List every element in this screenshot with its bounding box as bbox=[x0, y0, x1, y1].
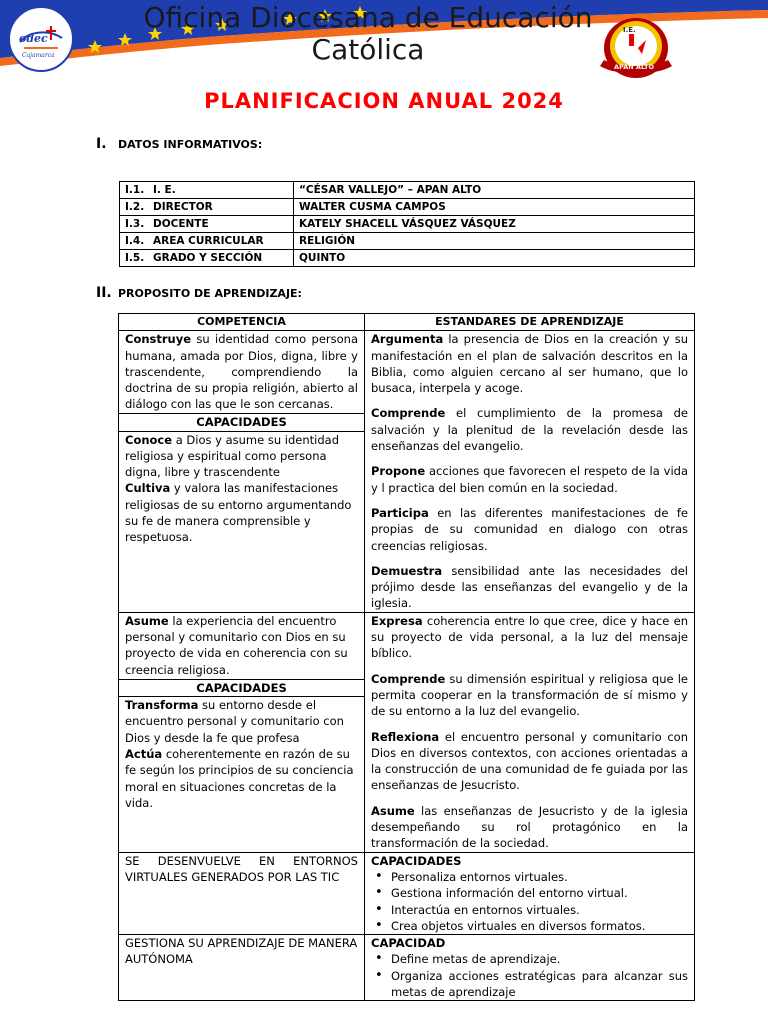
section-1-heading bbox=[96, 136, 262, 152]
info-label: GRADO Y SECCIÓN bbox=[153, 252, 263, 264]
info-value: “CÉSAR VALLEJO” – APAN ALTO bbox=[294, 182, 695, 199]
info-code: I.3. bbox=[125, 218, 145, 230]
list-item: • Crea objetos virtuales en diversos formatos. bbox=[391, 918, 688, 934]
standard-verb: Comprende bbox=[371, 406, 446, 421]
info-label-cell bbox=[120, 182, 294, 199]
list-item: • Define metas de aprendizaje. bbox=[391, 951, 688, 967]
section-2-title: PROPOSITO DE APRENDIZAJE: bbox=[118, 287, 302, 300]
competence-row bbox=[119, 852, 695, 934]
competence-verb: Asume bbox=[125, 613, 169, 628]
capacity-list bbox=[371, 951, 688, 1000]
competence-cell: GESTIONA SU APRENDIZAJE DE MANERA AUTÓNOMA bbox=[119, 935, 365, 1001]
standard-item bbox=[371, 563, 688, 612]
standard-verb: Demuestra bbox=[371, 563, 443, 578]
competence-cell bbox=[119, 612, 365, 852]
info-value: RELIGIÓN bbox=[294, 233, 695, 250]
capacities-cell bbox=[365, 935, 695, 1001]
purpose-table bbox=[118, 313, 695, 1001]
competence-text bbox=[125, 331, 358, 413]
competence-description: la experiencia del encuentro personal y comunitario con Dios en su proyecto de vida en coherencia con su creencia religiosa. bbox=[125, 613, 348, 677]
header-banner bbox=[0, 0, 768, 90]
info-table bbox=[119, 181, 695, 267]
competence-column-header: COMPETENCIA bbox=[119, 314, 365, 331]
section-1-number: I. bbox=[96, 136, 107, 152]
info-label-cell bbox=[120, 199, 294, 216]
info-label: AREA CURRICULAR bbox=[153, 235, 264, 247]
standard-verb: Argumenta bbox=[371, 332, 444, 347]
capacities-header: CAPACIDADES bbox=[119, 679, 364, 697]
school-crest-label: APAN ALTO bbox=[614, 63, 654, 71]
info-value: QUINTO bbox=[294, 250, 695, 267]
capacities-header: CAPACIDADES bbox=[371, 853, 462, 868]
section-2-heading bbox=[96, 285, 302, 301]
standard-verb: Reflexiona bbox=[371, 729, 440, 744]
standard-description: la presencia de Dios en la creación y su manifestación en el plan de salvación descritos en la Biblia, como alguien cercano al ser humano, que lo busaca, interpela y acoge. bbox=[371, 332, 688, 396]
capacity-description: y valora las manifestaciones religiosas de su entorno argumentando su fe de manera comprensible y respetuosa. bbox=[125, 481, 352, 545]
document-title: PLANIFICACION ANUAL 2024 bbox=[204, 89, 564, 113]
info-code: I.5. bbox=[125, 252, 145, 264]
capacities-text bbox=[125, 697, 358, 811]
competence-cell: SE DESENVUELVE EN ENTORNOS VIRTUALES GENERADOS POR LAS TIC bbox=[119, 852, 365, 934]
info-label: DIRECTOR bbox=[153, 201, 213, 213]
competence-verb: Construye bbox=[125, 332, 192, 347]
capacities-header: CAPACIDAD bbox=[371, 936, 446, 951]
info-row bbox=[120, 199, 695, 216]
capacity-verb: Conoce bbox=[125, 432, 173, 447]
standard-description: el encuentro personal y comunitario con Dios en diversos contextos, con acciones orientadas a la construcción de una comunidad de fe guiada por las enseñanzas de Jesucristo. bbox=[371, 729, 688, 793]
section-1-title: DATOS INFORMATIVOS: bbox=[118, 138, 263, 151]
capacity-verb: Actúa bbox=[125, 746, 163, 761]
odec-logo-subtext: Cajamarca bbox=[22, 52, 55, 59]
standard-description: coherencia entre lo que cree, dice y hace en su proyecto de vida personal, a la luz del mensaje bíblico. bbox=[371, 613, 688, 661]
capacities-text bbox=[125, 432, 358, 546]
info-value: WALTER CUSMA CAMPOS bbox=[294, 199, 695, 216]
standard-verb: Comprende bbox=[371, 671, 446, 686]
info-row bbox=[120, 182, 695, 199]
standard-item bbox=[371, 463, 688, 496]
list-item: • Organiza acciones estratégicas para alcanzar sus metas de aprendizaje bbox=[391, 968, 688, 1001]
standard-description: acciones que favorecen el respeto de la vida y l practica del bien común en la sociedad. bbox=[371, 464, 688, 495]
standard-description: el cumplimiento de la promesa de salvación y la plenitud de la revelación desde las enseñanzas del evangelio. bbox=[371, 406, 688, 454]
info-label: I. E. bbox=[153, 184, 176, 196]
capacities-cell bbox=[365, 852, 695, 934]
info-value: KATELY SHACELL VÁSQUEZ VÁSQUEZ bbox=[294, 216, 695, 233]
standard-item bbox=[371, 613, 688, 662]
info-row bbox=[120, 216, 695, 233]
info-row bbox=[120, 233, 695, 250]
standards-column-header: ESTANDARES DE APRENDIZAJE bbox=[365, 314, 695, 331]
competence-row bbox=[119, 612, 695, 852]
standard-verb: Propone bbox=[371, 464, 426, 479]
list-item: • Interactúa en entornos virtuales. bbox=[391, 902, 688, 918]
info-code: I.1. bbox=[125, 184, 145, 196]
standard-item bbox=[371, 803, 688, 852]
standard-description: sensibilidad ante las necesidades del prójimo desde las enseñanzas del evangelio y de la iglesia. bbox=[371, 563, 688, 611]
standard-item bbox=[371, 729, 688, 794]
purpose-table-header bbox=[119, 314, 695, 331]
info-row bbox=[120, 250, 695, 267]
competence-cell bbox=[119, 331, 365, 612]
capacity-verb: Cultiva bbox=[125, 481, 171, 496]
capacity-description: coherentemente en razón de su fe según los principios de su conciencia moral en situaciones concretas de la vida. bbox=[125, 746, 354, 810]
standard-item bbox=[371, 671, 688, 720]
school-crest-initials: I.E. bbox=[623, 26, 636, 34]
info-code: I.4. bbox=[125, 235, 145, 247]
capacity-list bbox=[371, 869, 688, 934]
capacity-verb: Transforma bbox=[125, 698, 199, 713]
info-label-cell bbox=[120, 233, 294, 250]
info-label-cell bbox=[120, 216, 294, 233]
odec-logo bbox=[8, 6, 74, 72]
standard-item bbox=[371, 505, 688, 554]
standard-verb: Participa bbox=[371, 505, 429, 520]
list-item: • Gestiona información del entorno virtual. bbox=[391, 885, 688, 901]
competence-row bbox=[119, 331, 695, 612]
standard-verb: Asume bbox=[371, 803, 415, 818]
list-item: • Personaliza entornos virtuales. bbox=[391, 869, 688, 885]
competence-description: su identidad como persona humana, amada por Dios, digna, libre y trascendente, comprendiendo la doctrina de su propia religión, abierto al diálogo con las que le son cercanas. bbox=[125, 332, 358, 412]
capacity-description: su entorno desde el encuentro personal y comunitario con Dios y desde la fe que profesa bbox=[125, 698, 344, 745]
standard-item bbox=[371, 331, 688, 396]
info-label-cell bbox=[120, 250, 294, 267]
info-label: DOCENTE bbox=[153, 218, 209, 230]
odec-logo-text: odec bbox=[19, 32, 48, 45]
standard-description: las enseñanzas de Jesucristo y de la iglesia desempeñando su rol protagónico en la transformación de la sociedad. bbox=[371, 803, 688, 851]
competence-text bbox=[125, 613, 358, 679]
standard-item bbox=[371, 405, 688, 454]
info-code: I.2. bbox=[125, 201, 145, 213]
capacities-header: CAPACIDADES bbox=[119, 413, 364, 431]
school-crest-logo bbox=[596, 12, 676, 80]
capacity-description: a Dios y asume su identidad religiosa y espiritual como persona digna, libre y trascendente bbox=[125, 432, 340, 480]
standard-verb: Expresa bbox=[371, 613, 423, 628]
standards-cell bbox=[365, 331, 695, 612]
competence-row bbox=[119, 935, 695, 1001]
standard-description: su dimensión espiritual y religiosa que le permita cooperar en la transformación de sí mismo y de su entorno a la luz del evangelio. bbox=[371, 671, 688, 719]
banner-title: Oficina Diocesana de Educación Católica bbox=[143, 1, 593, 66]
standard-description: en las diferentes manifestaciones de fe propias de su comunidad en dialogo con otras creencias religiosas. bbox=[371, 505, 688, 553]
section-2-number: II. bbox=[96, 285, 112, 301]
standards-cell bbox=[365, 612, 695, 852]
